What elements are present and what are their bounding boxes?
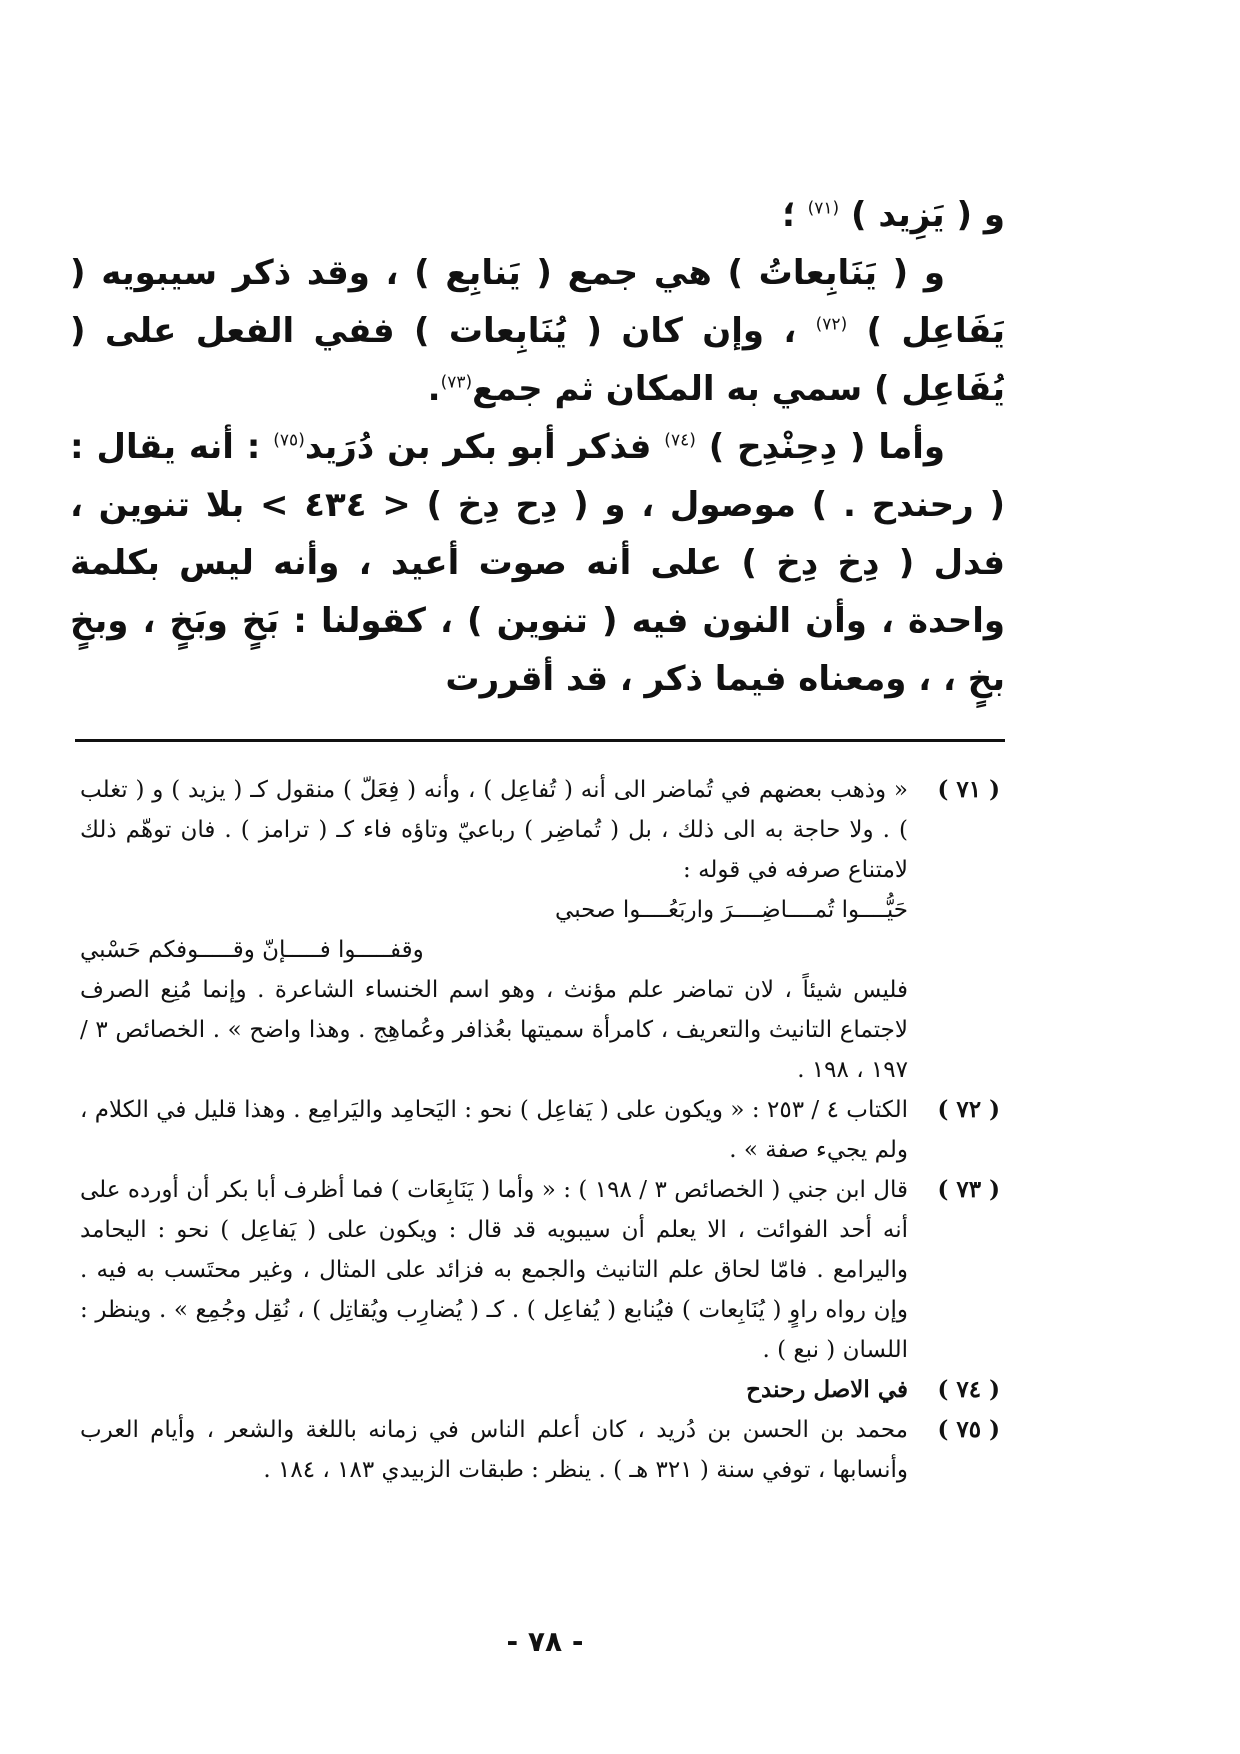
footnote-number: ( ٧١ ) <box>937 776 1000 803</box>
footnote-74 <box>80 1370 1000 1410</box>
footnote-71-conclusion: فليس شيئاً ، لان تماضر علم مؤنث ، وهو اسم الخنساء الشاعرة . وإنما مُنِع الصرف لاجتماع التانيث والتعريف ، كامرأة سميتها بعُذافر وعُماهِج . وهذا واضح » . الخصائص ٣ / ١٩٧ ، ١٩٨ . <box>80 977 909 1083</box>
paragraph-2-part-2: ، وإن كان ( يُنَابِعات ) ففي الفعل على ( يُفَاعِل ) سمي به المكان ثم جمع <box>70 311 1005 409</box>
footnote-text: في الاصل رحندح <box>746 1376 908 1403</box>
paragraph-3-part-1: وأما ( دِحِنْدِح ) <box>708 427 946 467</box>
footnote-number: ( ٧٣ ) <box>937 1176 1000 1203</box>
footnote-71-verse <box>80 890 1000 1090</box>
paragraph-dihindih <box>70 418 1005 708</box>
footnote-72 <box>80 1090 1000 1170</box>
footnote-ref-74: (٧٤) <box>664 430 696 451</box>
body-line-1 <box>70 186 1005 244</box>
footnote-ref-72: (٧٢) <box>815 314 848 335</box>
stray-mark: ؛ <box>782 195 796 235</box>
body-line-1-text: و ( يَزِيد ) <box>850 195 1005 235</box>
footnote-71 <box>80 770 1000 890</box>
paragraph-2-end: . <box>427 369 441 409</box>
footnote-text: قال ابن جني ( الخصائص ٣ / ١٩٨ ) : « وأما ( يَنَابِعَات ) فما أظرف أبا بكر أن أورده على أنه أحد الفوائت ، الا يعلم أن سيبويه قد قال : ويكون على ( يَفاعِل ) نحو : اليحامد واليرامع . فامّا لحاق علم التانيث والجمع به فزائد على المثال ، وغير محتَسب به فيه . وإن رواه راوٍ ( يُنَابِعات ) فيُنابع ( يُفاعِل ) . كـ ( يُضارِب ويُقاتِل ) ، نُقِل وجُمِع » . وينظر : اللسان ( نبع ) . <box>80 1177 908 1363</box>
paragraph-3-part-2: فذكر أبو بكر بن دُرَيد <box>304 427 652 467</box>
footnote-text: محمد بن الحسن بن دُريد ، كان أعلم الناس في زمانه باللغة والشعر ، وأيام العرب وأنسابها ، توفي سنة ( ٣٢١ هـ ) . ينظر : طبقات الزبيدي ١٨٣ ، ١٨٤ . <box>80 1417 908 1483</box>
footnote-text: « وذهب بعضهم في تُماضر الى أنه ( تُفاعِل ) ، وأنه ( فِعَلّ ) منقول كـ ( يزيد ) و ( تغلب ) . ولا حاجة به الى ذلك ، بل ( تُماضِر ) رباعيّ وتاؤه فاء كـ ( ترامز ) . فان توهّم ذلك لامتناع صرفه في قوله : <box>80 777 908 883</box>
verse-hemistich-2: وقفـــــوا فـــــإنّ وقـــــوفكم حَسْبي <box>80 937 424 963</box>
footnote-number: ( ٧٢ ) <box>937 1096 1000 1123</box>
footnote-ref-75: (٧٥) <box>273 430 305 451</box>
verse-hemistich-1: حَيُّــــوا تُمــــاضِــــرَ واربَعُــــوا صحبي <box>555 897 908 923</box>
footnote-number: ( ٧٤ ) <box>937 1376 1000 1403</box>
footnote-75 <box>80 1410 1000 1490</box>
footnote-ref-71: (٧١) <box>807 198 840 219</box>
paragraph-yanabiat <box>70 244 1005 418</box>
footnotes <box>80 770 1000 1490</box>
paragraph-2-part-1: و ( يَنَابِعاتُ ) هي جمع ( يَنابِع ) ، وقد ذكر سيبويه ( يَفَاعِل ) <box>70 253 1005 351</box>
footnote-text: الكتاب ٤ / ٢٥٣ : « ويكون على ( يَفاعِل ) نحو : اليَحامِد واليَرامِع . وهذا قليل في الكلام ، ولم يجيء صفة » . <box>80 1097 908 1163</box>
footnote-73 <box>80 1170 1000 1370</box>
paragraph-3-part-3: : أنه يقال : ( رحندح . ) موصول ، و ( دِح دِخ ) < ٤٣٤ > بلا تنوين ، فدل ( دِخ دِخ ) على أنه صوت أعيد ، وأنه ليس بكلمة واحدة ، وأن النون فيه ( تنوين ) ، كقولنا : بَخٍ وبَخٍ ، وبخٍ بخٍ ، ، ومعناه فيما ذكر ، قد أقررت <box>70 427 1005 699</box>
page-number: - ٧٨ - <box>506 1625 584 1658</box>
footnote-divider <box>75 739 1005 742</box>
footnote-ref-73: (٧٣) <box>440 372 473 393</box>
footnote-number: ( ٧٥ ) <box>937 1416 1000 1443</box>
main-text <box>70 186 1005 708</box>
footnote-71-continued <box>80 890 908 1090</box>
